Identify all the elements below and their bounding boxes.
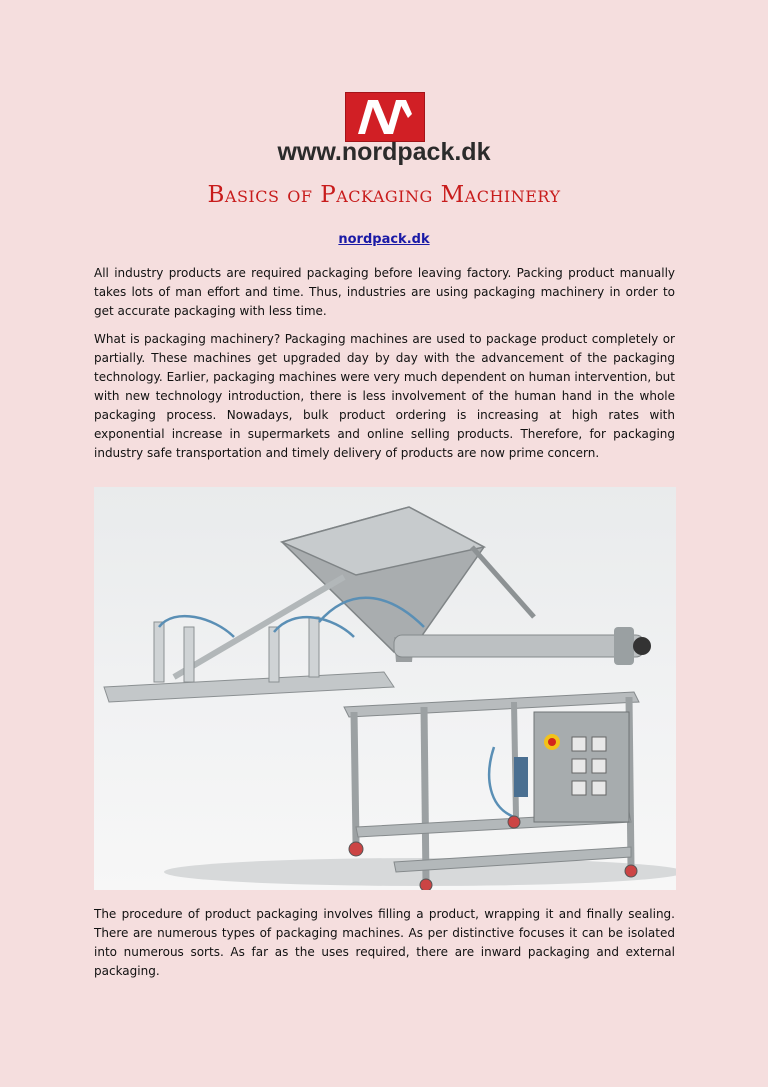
intro-paragraph: All industry products are required packaging before leaving factory. Packing product manually takes lots of man effort and time. Thus, industries are using packaging machinery in order to get accurate packaging with less time. — [94, 266, 675, 318]
definition-paragraph: What is packaging machinery? Packaging machines are used to package product completely or partially. These machines get upgraded day by day with the advancement of the packaging technology. Earlier, packaging machines were very much dependent on human intervention, but with new technology introduction, there is less involvement of the human hand in the whole packaging process. Nowadays, bulk product ordering is increasing at high rates with exponential increase in supermarkets and online selling products. Therefore, for packaging industry safe transportation and timely delivery of products are now prime concern. — [94, 332, 675, 460]
nordpack-logo-icon — [345, 92, 425, 142]
source-link[interactable]: nordpack.dk — [338, 232, 430, 247]
procedure-paragraph: The procedure of product packaging involves filling a product, wrapping it and finally sealing. There are numerous types of packaging machines. As per distinctive focuses it can be isolated into numerous sorts. As far as the uses required, there are inward packaging and external packaging. — [94, 907, 675, 978]
logo-n-mark — [350, 96, 420, 138]
machine-illustration — [94, 487, 676, 890]
logo-url-text: www.nordpack.dk — [277, 138, 491, 166]
packaging-machine-photo — [94, 487, 676, 890]
page-title: Basics of Packaging Machinery — [207, 182, 561, 208]
